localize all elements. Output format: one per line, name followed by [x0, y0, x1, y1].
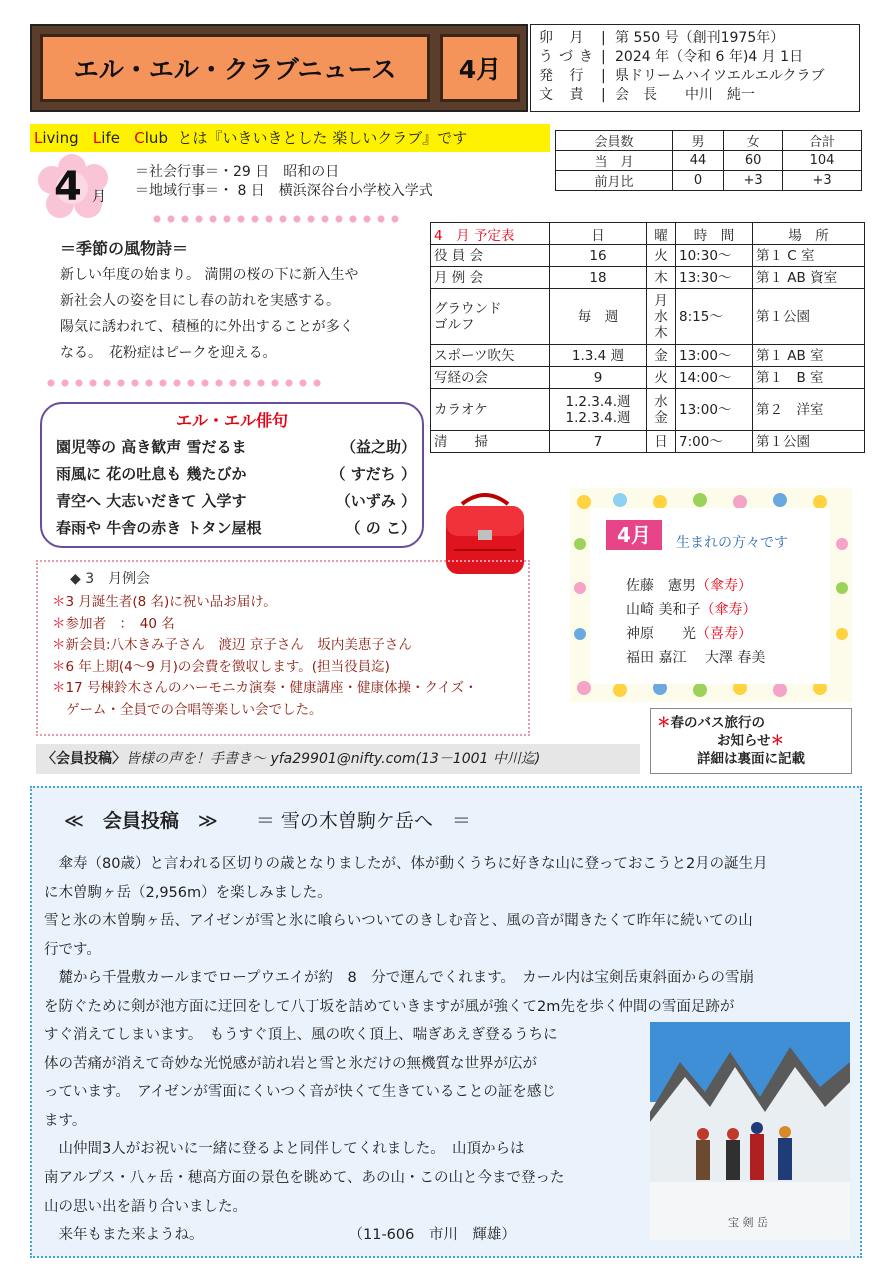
schedule-name: 写経の会	[431, 367, 550, 389]
poem-line: 新しい年度の始まり。 満開の桜の下に新入生や	[60, 267, 359, 283]
table-cell: 104	[783, 151, 862, 171]
trip-line: お知らせ	[717, 733, 771, 749]
article-line: 山仲間3人がお祝いに一緒に登るよと同伴してくれました。 山頂からは	[44, 1141, 525, 1158]
schedule-place: 第１ AB 資室	[753, 267, 865, 289]
schedule-time: 13:00～	[676, 345, 753, 367]
schedule-place: 第１ C 室	[753, 245, 865, 267]
list-item	[626, 622, 765, 646]
schedule-place: 第１公園	[753, 289, 865, 345]
haiku-author: （いずみ ）	[335, 492, 416, 510]
membership-table	[555, 130, 862, 191]
poem-line: 新社会人の姿を目にし春の訪れを実感する。	[60, 293, 340, 309]
table-header: 男	[672, 131, 723, 151]
haiku-author: （益之助）	[340, 438, 416, 456]
info-key: うづき	[539, 49, 599, 65]
schedule-dow: 木	[647, 267, 676, 289]
mountain-icon	[650, 1022, 850, 1240]
schedule-dow: 金	[647, 345, 676, 367]
table-row	[431, 289, 865, 345]
person-name: 福田 嘉江 大澤 春美	[626, 650, 766, 666]
schedule-day: 7	[550, 431, 647, 453]
birthday-title: 生まれの方々です	[676, 535, 788, 551]
club-tagline	[30, 124, 550, 152]
table-header: 合計	[783, 131, 862, 151]
schedule-month: 4 月	[434, 227, 470, 244]
schedule-day: 毎 週	[550, 289, 647, 345]
haiku-text: 園児等の 高き歓声 雪だるま	[56, 438, 247, 456]
person-name: 山崎 美和子	[626, 602, 701, 618]
schedule-table	[430, 222, 865, 453]
meeting-title: ◆ 3 月例会	[70, 571, 151, 587]
haiku-text: 青空へ 大志いだきて 入学す	[56, 492, 247, 510]
schedule-header: 場 所	[753, 223, 865, 245]
events-list	[135, 163, 433, 201]
person-note: （傘寿）	[696, 578, 752, 594]
poem-body	[60, 262, 420, 366]
list-item: ＊3 月誕生者(8 名)に祝い品お届け。	[52, 594, 277, 610]
issue-month: 4月	[440, 34, 520, 102]
tagline-word: ife	[101, 129, 120, 147]
table-cell: 44	[672, 151, 723, 171]
trip-line: 詳細は裏面に記載	[697, 751, 805, 767]
schedule-header	[431, 223, 550, 245]
table-cell: 60	[724, 151, 783, 171]
title-label: 会員投稿	[102, 810, 179, 832]
member-post-bar	[36, 744, 640, 774]
post-label: 〈会員投稿〉	[42, 751, 126, 767]
article-line: すぐ消えてしまいます。 もうすぐ頂上、風の吹く頂上、喘ぎあえぎ登るうちに	[44, 1027, 558, 1043]
schedule-time: 13:30～	[676, 267, 753, 289]
summit-sign: 宝 剣 岳	[728, 1216, 768, 1229]
article-line: ます。	[44, 1112, 87, 1129]
list-item	[626, 574, 765, 598]
tagline-text: とは『いきいきとした 楽しいクラブ』です	[177, 129, 468, 147]
schedule-place: 第２ 洋室	[753, 389, 865, 431]
schedule-header: 曜	[647, 223, 676, 245]
list-item: ＊17 号棟鈴木さんのハーモニカ演奏・健康講座・健康体操・クイズ・	[52, 680, 478, 696]
poem-line: 陽気に誘われて、積極的に外出することが多く	[60, 319, 354, 335]
schedule-time: 8:15～	[676, 289, 753, 345]
table-row	[431, 367, 865, 389]
person-name: 神原 光	[626, 626, 696, 642]
meeting-item: 17 号棟鈴木さんのハーモニカ演奏・健康講座・健康体操・クイズ・	[65, 680, 478, 696]
title-banner	[30, 24, 528, 112]
schedule-day: 9	[550, 367, 647, 389]
person-name: 佐藤 憲男	[626, 578, 696, 594]
article-line: 傘寿（80歳）と言われる区切りの歳となりましたが、体が動くうちに好きな山に登っておこうと2月の誕生月	[44, 856, 768, 872]
person-note: （喜寿）	[696, 626, 752, 642]
schedule-place: 第１ AB 室	[753, 345, 865, 367]
schedule-day: 1.2.3.4.週 1.2.3.4.週	[550, 389, 647, 431]
schedule-dow: 水 金	[647, 389, 676, 431]
publication-info: 卯 月 | 第 550 号（創刊1975年） うづき | 2024 年（令和 6 年)4 月 1日 発 行 | 県ドリームハイツエルエルクラブ 文 責 | 会 長 中川 純一	[530, 24, 860, 112]
article-line: 南アルプス・八ヶ岳・穂高方面の景色を眺めて、あの山・この山と今まで登った	[44, 1169, 565, 1186]
info-key: 卯 月	[539, 30, 590, 46]
star-icon: ＊	[770, 733, 785, 749]
table-row	[431, 245, 865, 267]
list-item: ＊参加者 ： 40 名	[52, 615, 175, 632]
article-text	[44, 850, 859, 1022]
table-cell: 当 月	[556, 151, 673, 171]
list-item	[626, 646, 765, 670]
schedule-name: 役 員 会	[431, 245, 550, 267]
table-row	[431, 345, 865, 367]
schedule-name: カラオケ	[431, 389, 550, 431]
trip-notice	[650, 708, 852, 774]
title-bracket: ≪	[64, 810, 103, 832]
haiku-author: （ の こ）	[345, 519, 416, 537]
table-cell: 前月比	[556, 171, 673, 191]
info-key: 文 責	[539, 87, 590, 103]
schedule-header: 日	[550, 223, 647, 245]
table-header: 女	[724, 131, 783, 151]
table-row	[556, 171, 862, 191]
schedule-name: スポーツ吹矢	[431, 345, 550, 367]
badge-unit: 月	[92, 189, 106, 205]
list-item	[52, 700, 522, 722]
schedule-name: 清 掃	[431, 431, 550, 453]
meeting-item: 参加者 ： 40 名	[65, 615, 175, 632]
schedule-label: 予定表	[473, 227, 515, 244]
info-value: 県ドリームハイツエルエルクラブ	[615, 68, 825, 84]
haiku-line	[56, 461, 416, 488]
info-value: 第 550 号（創刊1975年）	[615, 30, 785, 46]
article-line: 来年もまた来ようね。 （11-606 市川 輝雄）	[44, 1227, 516, 1244]
haiku-line	[56, 515, 416, 542]
list-item: ＊6 年上期(4～9 月)の会費を徴収します。(担当役員迄)	[52, 658, 390, 675]
article-text-continued	[44, 1021, 634, 1250]
haiku-line	[56, 434, 416, 461]
schedule-name: グラウンド ゴルフ	[431, 289, 550, 345]
table-row	[431, 389, 865, 431]
birthday-list	[626, 574, 765, 670]
schedule-time: 13:00～	[676, 389, 753, 431]
flower-divider	[150, 214, 400, 224]
article-line: 雪と氷の木曽駒ヶ岳、アイゼンが雪と氷に喰らいついてのきしむ音と、風の音が聞きたくて昨年に続いての山	[44, 913, 753, 930]
flower-divider	[44, 378, 324, 388]
schedule-place: 第１公園	[753, 431, 865, 453]
schedule-time: 14:00～	[676, 367, 753, 389]
post-contact: 皆様の声を！手書き～ yfa29901@nifty.com(13－1001 中川迄)	[126, 751, 541, 767]
article-title	[64, 806, 471, 833]
star-icon: ＊	[657, 715, 671, 731]
article-line: っています。 アイゼンが雪面にくいつく音が快くて生きていることの証を感じ	[44, 1084, 556, 1101]
table-row	[431, 431, 865, 453]
article-line: を防ぐために剣が池方面に迂回をして八丁坂を詰めていきますが風が強くて2m先を歩く仲間の雪面足跡が	[44, 998, 735, 1015]
table-cell: +3	[783, 171, 862, 191]
poem-title: ＝季節の風物詩＝	[60, 239, 189, 258]
table-row	[556, 151, 862, 171]
article-line: 麓から千畳敷カールまでロープウエイが約 8 分で運んでくれます。 カール内は宝剣岳東斜面からの雪崩	[44, 970, 755, 987]
article-line: 行です。	[44, 941, 101, 958]
social-event: ＝社会行事＝・29 日 昭和の日	[135, 164, 340, 180]
cherry-blossom-icon	[38, 154, 130, 222]
title-text: ≫ ＝ 雪の木曽駒ケ岳へ ＝	[178, 810, 471, 832]
table-cell: 0	[672, 171, 723, 191]
tagline-word: iving	[42, 129, 79, 147]
schedule-name: 月 例 会	[431, 267, 550, 289]
meeting-item: 3 月誕生者(8 名)に祝い品お届け。	[65, 594, 277, 610]
community-event: ＝地域行事＝・ 8 日 横浜深谷台小学校入学式	[135, 183, 433, 199]
table-header: 会員数	[556, 131, 673, 151]
schedule-dow: 火	[647, 367, 676, 389]
schedule-dow: 火	[647, 245, 676, 267]
haiku-title: エル・エル俳句	[175, 411, 288, 430]
haiku-text: 春雨や 牛舎の赤き トタン屋根	[56, 519, 262, 537]
article-line: 山の思い出を語り合いました。	[44, 1198, 247, 1215]
meeting-item: 新会員:八木きみ子さん 渡辺 京子さん 坂内美恵子さん	[65, 637, 412, 653]
poem-line: なる。 花粉症はピークを迎える。	[60, 345, 277, 361]
list-item	[626, 598, 765, 622]
meeting-item: ゲーム・全員での合唱等楽しい会でした。	[66, 701, 323, 718]
tagline-letter: L	[34, 129, 43, 147]
schedule-place: 第１ B 室	[753, 367, 865, 389]
article-line: 体の苦痛が消えて奇妙な光悦感が訪れ岩と雪と氷だけの無機質な世界が広が	[44, 1055, 537, 1072]
list-item: ＊新会員:八木きみ子さん 渡辺 京子さん 坂内美恵子さん	[52, 637, 412, 653]
table-row	[431, 267, 865, 289]
schedule-day: 18	[550, 267, 647, 289]
birthday-month-label: 4月	[606, 520, 662, 550]
schedule-dow: 日	[647, 431, 676, 453]
schedule-time: 7:00～	[676, 431, 753, 453]
haiku-author: （ すだち ）	[330, 465, 416, 483]
schedule-time: 10:30～	[676, 245, 753, 267]
article-line: に木曽駒ヶ岳（2,956m）を楽しみました。	[44, 884, 332, 901]
tagline-letter: C	[134, 129, 145, 147]
schedule-dow: 月 水 木	[647, 289, 676, 345]
schedule-header: 時 間	[676, 223, 753, 245]
schedule-day: 1.3.4 週	[550, 345, 647, 367]
haiku-line	[56, 488, 416, 515]
mountain-photo	[650, 1022, 850, 1240]
badge-number: 4	[54, 164, 82, 210]
meeting-list	[52, 592, 522, 721]
info-value: 会 長 中川 純一	[615, 87, 755, 103]
info-value: 2024 年（令和 6 年)4 月 1日	[615, 49, 804, 65]
tagline-word: lub	[144, 129, 168, 147]
tagline-letter: L	[92, 129, 102, 147]
april-flower-badge	[38, 154, 130, 222]
meeting-item: 6 年上期(4～9 月)の会費を徴収します。(担当役員迄)	[65, 658, 390, 675]
info-key: 発 行	[539, 68, 590, 84]
newsletter-title: エル・エル・クラブニュース	[40, 34, 430, 102]
trip-line: 春のバス旅行の	[670, 715, 765, 731]
table-cell: +3	[724, 171, 783, 191]
schedule-day: 16	[550, 245, 647, 267]
haiku-list	[56, 434, 416, 542]
person-note: （傘寿）	[700, 602, 757, 618]
haiku-text: 雨風に 花の吐息も 幾たびか	[56, 465, 247, 483]
